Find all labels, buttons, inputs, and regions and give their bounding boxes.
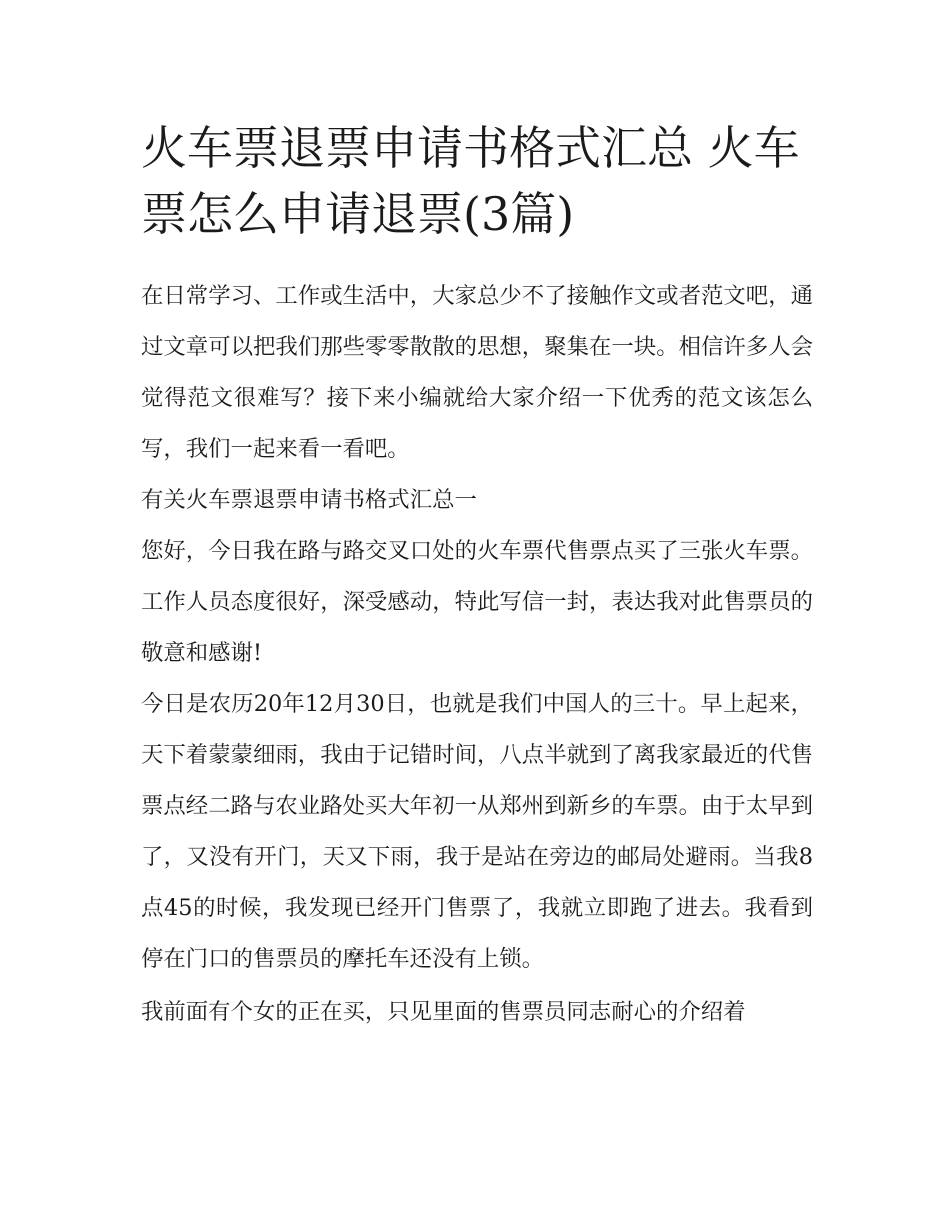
paragraph-intro: 在日常学习、工作或生活中，大家总少不了接触作文或者范文吧，通过文章可以把我们那些零零散散的思想，聚集在一块。相信许多人会觉得范文很难写？接下来小编就给大家介绍一下优秀的范文该怎么写，我们一起来看一看吧。 [141,283,813,462]
paragraph-story: 今日是农历20年12月30日，也就是我们中国人的三十。早上起来，天下着蒙蒙细雨，我由于记错时间，八点半就到了离我家最近的代售票点经二路与农业路处买大年初一从郑州到新乡的车票。由于太早到了，又没有开门，天又下雨，我于是站在旁边的邮局处避雨。当我8点45的时候，我发现已经开门售票了，我就立即跑了进去。我看到停在门口的售票员的摩托车还没有上锁。 [141,691,813,972]
document-title: 火车票退票申请书格式汇总 火车票怎么申请退票(3篇) [141,121,800,241]
document-page [141,115,813,1038]
paragraph-greeting: 您好，今日我在路与路交叉口处的火车票代售票点买了三张火车票。工作人员态度很好，深受感动，特此写信一封，表达我对此售票员的敬意和感谢! [141,538,813,666]
paragraph-section-heading: 有关火车票退票申请书格式汇总一 [141,487,477,513]
paragraph-continuation: 我前面有个女的正在买，只见里面的售票员同志耐心的介绍着 [141,999,746,1025]
document-body [141,271,813,1038]
